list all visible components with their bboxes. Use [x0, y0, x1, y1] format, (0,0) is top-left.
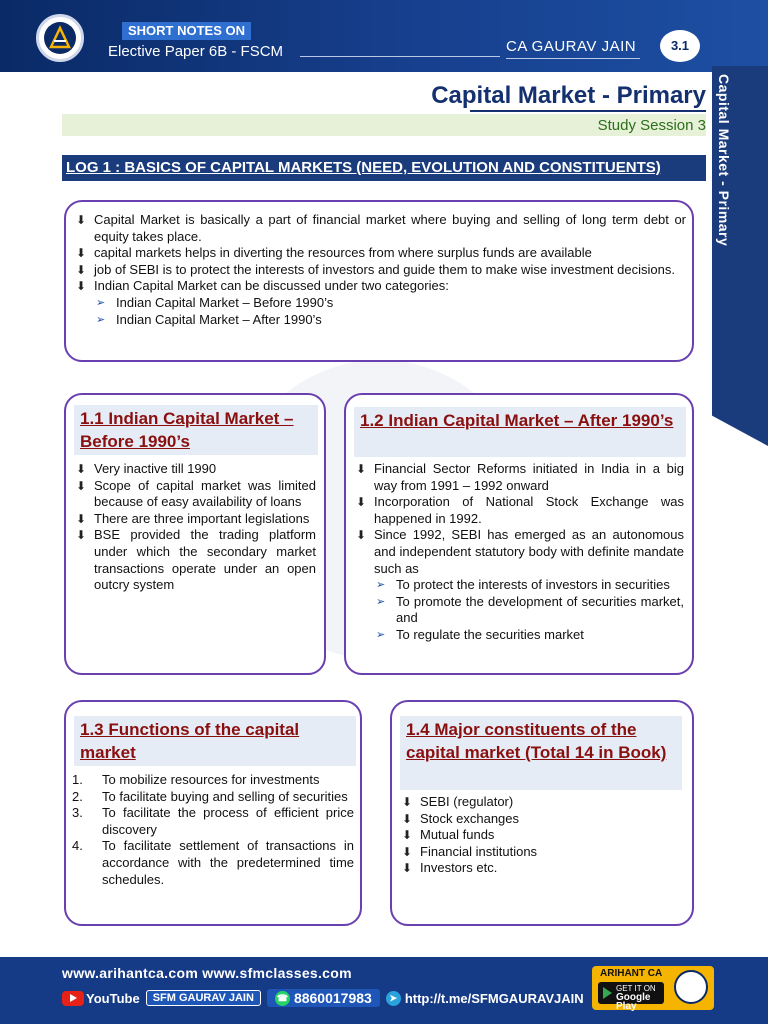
arrowhead-icon: ➢: [376, 628, 386, 641]
arrow-down-icon: ⬇: [76, 511, 87, 526]
list-item: ⬇ Indian Capital Market can be discussed under two categories: ➢ Indian Capital Market – Before 1990’s ➢ Indian Capital Market – After 1990’s: [72, 278, 686, 328]
arrow-down-icon: ⬇: [76, 262, 87, 277]
app-badge[interactable]: [592, 966, 714, 1010]
arrow-down-icon: ⬇: [76, 462, 87, 476]
list-item: ⬇ Mutual funds: [402, 827, 495, 843]
arrow-down-icon: ⬇: [76, 246, 87, 261]
list-item: ⬇ Incorporation of National Stock Exchange was happened in 1992.: [356, 494, 684, 526]
whatsapp-contact[interactable]: ☎ 8860017983: [267, 989, 380, 1007]
intro-box: [64, 200, 694, 362]
author-underline: [506, 58, 640, 59]
intro-sub-list: [94, 295, 686, 328]
numbered-item: 3. To facilitate the process of efficient price discovery: [72, 805, 354, 837]
list-item: ⬇ Scope of capital market was limited because of easy availability of loans: [76, 477, 316, 510]
list-item: ⬇ Since 1992, SEBI has emerged as an autonomous and independent statutory body with definite mandate such as ➢ To protect the interests of investors in securities ➢ To promote the development of securities market, and ➢ To regulate the securities market: [356, 527, 684, 642]
social-row: [62, 988, 584, 1008]
constituents-list: [398, 794, 680, 877]
header-divider: [300, 56, 500, 57]
author-name: CA GAURAV JAIN: [506, 38, 637, 55]
arrow-down-icon: ⬇: [402, 811, 413, 826]
series-label: SHORT NOTES ON: [122, 22, 251, 40]
before-1990-list: [72, 461, 316, 594]
sub-list-item: ➢ To regulate the securities market: [376, 626, 584, 642]
arrow-down-icon: ⬇: [402, 844, 413, 859]
subject-label: Elective Paper 6B - FSCM: [108, 43, 284, 60]
brand-logo-icon: [36, 14, 84, 62]
arrow-down-icon: ⬇: [356, 495, 367, 510]
header-banner: [0, 0, 768, 72]
sub-list-item: ➢ To promote the development of securities market, and: [376, 593, 684, 626]
numbered-item: 1. To mobilize resources for investments: [72, 772, 320, 787]
section-heading: 1.1 Indian Capital Market – Before 1990’s: [74, 405, 318, 455]
arrow-down-icon: ⬇: [76, 213, 87, 227]
after-1990-sub-list: [374, 577, 684, 643]
numbered-item: 2. To facilitate buying and selling of securities: [72, 788, 348, 804]
telegram-icon: ➤: [386, 991, 401, 1006]
page-number: 3.1: [660, 30, 700, 62]
after-1990-box: [344, 393, 694, 675]
list-item: ⬇ capital markets helps in diverting the resources from where surplus funds are available: [76, 245, 592, 261]
log-heading: LOG 1 : BASICS OF CAPITAL MARKETS (NEED, EVOLUTION AND CONSTITUENTS): [66, 159, 661, 176]
google-play-button[interactable]: GET IT ON Google Play: [598, 982, 664, 1004]
arrow-down-icon: ⬇: [76, 279, 87, 294]
brand-logo-icon: [674, 970, 708, 1004]
arrowhead-icon: ➢: [376, 579, 386, 592]
arrowhead-icon: ➢: [96, 313, 106, 326]
side-tab-label: Capital Market - Primary: [716, 74, 732, 247]
list-item: ⬇ job of SEBI is to protect the interests of investors and guide them to make wise investment decisions.: [76, 261, 675, 277]
list-item: ⬇ SEBI (regulator): [402, 794, 514, 809]
arrowhead-icon: ➢: [376, 595, 386, 608]
after-1990-list: [352, 461, 684, 644]
functions-box: [64, 700, 362, 926]
list-item: ⬇ Investors etc.: [402, 860, 498, 876]
arrow-down-icon: ⬇: [402, 795, 413, 809]
website-links[interactable]: www.arihantca.com www.sfmclasses.com: [62, 965, 352, 981]
list-item: ⬇ BSE provided the trading platform under which the secondary market transactions operate under an open outcry system: [76, 527, 316, 593]
arrow-down-icon: ⬇: [76, 478, 87, 493]
list-item: ⬇ Capital Market is basically a part of financial market where buying and selling of long term debt or equity takes place.: [76, 212, 686, 244]
arrowhead-icon: ➢: [96, 296, 106, 309]
constituents-box: [390, 700, 694, 926]
list-item: ⬇ Financial institutions: [402, 843, 538, 859]
section-heading: 1.2 Indian Capital Market – After 1990’s: [354, 407, 686, 457]
arrow-down-icon: ⬇: [76, 528, 87, 543]
arrow-down-icon: ⬇: [356, 462, 367, 476]
list-item: ⬇ Financial Sector Reforms initiated in India in a big way from 1991 – 1992 onward: [356, 461, 684, 493]
sub-list-item: ➢ Indian Capital Market – Before 1990’s: [96, 294, 334, 310]
page-title: Capital Market - Primary: [431, 82, 706, 109]
section-heading: 1.3 Functions of the capital market: [74, 716, 356, 766]
whatsapp-icon: ☎: [275, 991, 290, 1006]
arrow-down-icon: ⬇: [356, 528, 367, 543]
arrow-down-icon: ⬇: [402, 828, 413, 843]
badge-title: ARIHANT CA: [600, 968, 663, 979]
youtube-link[interactable]: YouTube: [62, 991, 140, 1006]
intro-list: [72, 212, 686, 328]
play-store-icon: [603, 987, 612, 999]
youtube-play-icon: [62, 991, 84, 1006]
channel-name[interactable]: SFM GAURAV JAIN: [146, 990, 261, 1006]
study-session-label: Study Session 3: [597, 117, 706, 134]
title-underline: [470, 110, 706, 112]
section-heading: 1.4 Major constituents of the capital market (Total 14 in Book): [400, 716, 682, 790]
before-1990-box: [64, 393, 326, 675]
arrow-down-icon: ⬇: [402, 861, 413, 876]
sub-list-item: ➢ To protect the interests of investors in securities: [376, 577, 670, 593]
numbered-item: 4. To facilitate settlement of transactions in accordance with the predetermined time schedules.: [72, 838, 354, 887]
functions-list: [72, 772, 354, 888]
telegram-link[interactable]: ➤ http://t.me/SFMGAURAVJAIN: [386, 991, 584, 1006]
sub-list-item: ➢ Indian Capital Market – After 1990’s: [96, 311, 322, 327]
list-item: ⬇ There are three important legislations: [76, 510, 310, 526]
list-item: ⬇ Stock exchanges: [402, 810, 520, 826]
list-item: ⬇ Very inactive till 1990: [76, 461, 217, 476]
log-heading-bar: [62, 155, 706, 181]
